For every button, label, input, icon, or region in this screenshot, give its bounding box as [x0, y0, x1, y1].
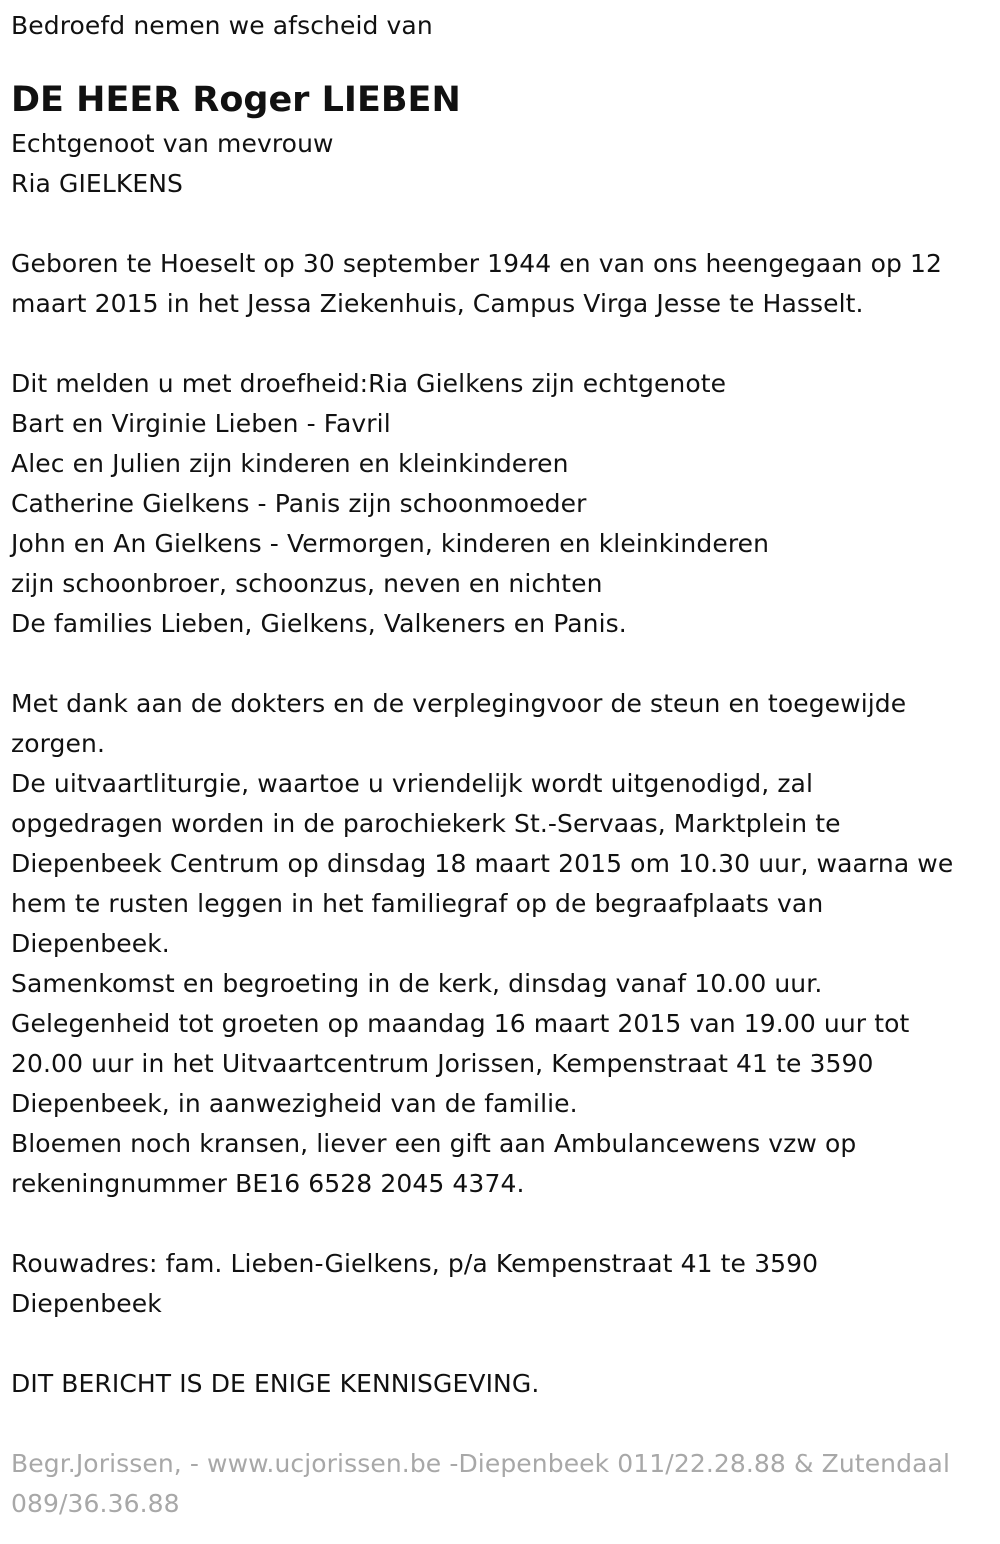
birth-death-section	[11, 244, 993, 324]
details-line: zorgen.	[11, 729, 105, 758]
birth-death-line: Geboren te Hoeselt op 30 september 1944 en van ons heengegaan op 12	[11, 249, 943, 278]
family-line: Catherine Gielkens - Panis zijn schoonmoeder	[11, 489, 587, 518]
details-line: Diepenbeek Centrum op dinsdag 18 maart 2015 om 10.30 uur, waarna we	[11, 849, 954, 878]
spacer	[11, 324, 993, 364]
details-line: Diepenbeek.	[11, 929, 170, 958]
spacer	[11, 644, 993, 684]
details-line: rekeningnummer BE16 6528 2045 4374.	[11, 1169, 525, 1198]
funeral-home-footer	[11, 1444, 993, 1524]
address-section	[11, 1244, 993, 1324]
obituary-notice	[11, 6, 993, 1524]
details-section	[11, 684, 993, 1204]
footer-line: 089/36.36.88	[11, 1489, 180, 1518]
spacer	[11, 1204, 993, 1244]
spacer	[11, 1404, 993, 1444]
spouse-line: Echtgenoot van mevrouw	[11, 129, 334, 158]
details-line: Gelegenheid tot groeten op maandag 16 maart 2015 van 19.00 uur tot	[11, 1009, 910, 1038]
family-line: zijn schoonbroer, schoonzus, neven en nichten	[11, 569, 603, 598]
spacer	[11, 46, 993, 76]
notice-text: DIT BERICHT IS DE ENIGE KENNISGEVING.	[11, 1369, 540, 1398]
birth-death-line: maart 2015 in het Jessa Ziekenhuis, Campus Virga Jesse te Hasselt.	[11, 289, 864, 318]
deceased-name: DE HEER Roger LIEBEN	[11, 80, 461, 120]
address-line: Diepenbeek	[11, 1289, 162, 1318]
intro-text: Bedroefd nemen we afscheid van	[11, 11, 433, 40]
spouse-section	[11, 124, 993, 204]
details-line: Samenkomst en begroeting in de kerk, dinsdag vanaf 10.00 uur.	[11, 969, 823, 998]
details-line: 20.00 uur in het Uitvaartcentrum Jorissen, Kempenstraat 41 te 3590	[11, 1049, 874, 1078]
family-line: Bart en Virginie Lieben - Favril	[11, 409, 391, 438]
footer-line: Begr.Jorissen, - www.ucjorissen.be -Diepenbeek 011/22.28.88 & Zutendaal	[11, 1449, 950, 1478]
family-line: Alec en Julien zijn kinderen en kleinkinderen	[11, 449, 569, 478]
family-section	[11, 364, 993, 644]
details-line: Met dank aan de dokters en de verplegingvoor de steun en toegewijde	[11, 689, 907, 718]
family-line: De families Lieben, Gielkens, Valkeners en Panis.	[11, 609, 627, 638]
spouse-name: Ria GIELKENS	[11, 169, 184, 198]
details-line: hem te rusten leggen in het familiegraf op de begraafplaats van	[11, 889, 824, 918]
details-line: Bloemen noch kransen, liever een gift aan Ambulancewens vzw op	[11, 1129, 857, 1158]
details-line: opgedragen worden in de parochiekerk St.-Servaas, Marktplein te	[11, 809, 841, 838]
family-line: Dit melden u met droefheid:Ria Gielkens zijn echtgenote	[11, 369, 727, 398]
address-line: Rouwadres: fam. Lieben-Gielkens, p/a Kempenstraat 41 te 3590	[11, 1249, 819, 1278]
family-line: John en An Gielkens - Vermorgen, kinderen en kleinkinderen	[11, 529, 770, 558]
spacer	[11, 1324, 993, 1364]
spacer	[11, 204, 993, 244]
details-line: Diepenbeek, in aanwezigheid van de familie.	[11, 1089, 578, 1118]
details-line: De uitvaartliturgie, waartoe u vriendelijk wordt uitgenodigd, zal	[11, 769, 814, 798]
